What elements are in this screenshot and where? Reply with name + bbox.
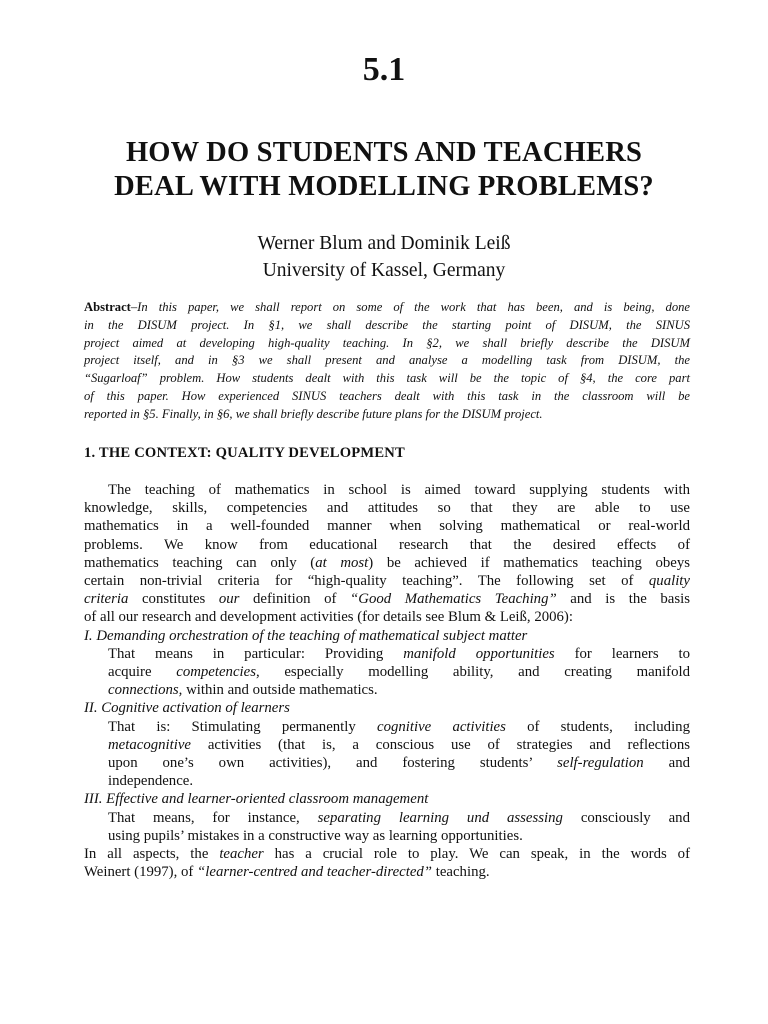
body-line: criteria constitutes our definition of “Good Mathematics Teaching” and is the basis bbox=[84, 591, 690, 608]
abstract-line: project aimed at developing high-quality teaching. In §2, we shall briefly describe the DISUM bbox=[84, 335, 690, 350]
body-line: That means, for instance, separating learning und assessing consciously and bbox=[108, 809, 690, 826]
body-line: The teaching of mathematics in school is aimed toward supplying students with bbox=[108, 482, 690, 498]
chapter-number: 5.1 bbox=[362, 51, 406, 88]
body-line: using pupils’ mistakes in a constructive way as learning opportunities. bbox=[108, 827, 523, 844]
body-line: mathematics in a well-founded manner when solving mathematical or real-world bbox=[84, 518, 690, 535]
author-block bbox=[0, 230, 768, 284]
body-line: upon one’s own activities), and fostering students’ self-regulation and bbox=[108, 755, 690, 772]
abstract-line: of this paper. How experienced SINUS teachers dealt with this task in the classroom will be bbox=[84, 388, 690, 403]
body-line: metacognitive activities (that is, a conscious use of strategies and reflections bbox=[108, 736, 690, 753]
body-line: mathematics teaching can only (at most) be achieved if mathematics teaching obeys bbox=[84, 554, 690, 571]
abstract bbox=[84, 299, 690, 424]
abstract-line: “Sugarloaf” problem. How students dealt with this task will be the topic of §4, the core part bbox=[84, 371, 690, 386]
body-line: Weinert (1997), of “learner-centred and teacher-directed” teaching. bbox=[84, 864, 490, 881]
body-line: certain non-trivial criteria for “high-quality teaching”. The following set of quality bbox=[84, 573, 690, 590]
author-affiliation: University of Kassel, Germany bbox=[262, 260, 506, 281]
title-line-1: HOW DO STUDENTS AND TEACHERS bbox=[125, 137, 643, 168]
abstract-line: in the DISUM project. In §1, we shall describe the starting point of DISUM, the SINUS bbox=[84, 317, 690, 332]
criterion-heading: III. Effective and learner-oriented classroom management bbox=[84, 791, 429, 808]
abstract-line: project itself, and in §3 we shall present and analyse a modelling task from DISUM, the bbox=[84, 353, 690, 368]
body-line: independence. bbox=[108, 773, 194, 790]
body-line: of all our research and development activities (for details see Blum & Leiß, 2006): bbox=[84, 609, 573, 626]
body-line: That means in particular: Providing manifold opportunities for learners to bbox=[108, 645, 691, 662]
section-body bbox=[84, 481, 690, 881]
abstract-line: reported in §5. Finally, in §6, we shall briefly describe future plans for the DISUM project. bbox=[84, 406, 543, 421]
body-line: In all aspects, the teacher has a crucial role to play. We can speak, in the words of bbox=[84, 846, 691, 863]
author-names: Werner Blum and Dominik Leiß bbox=[257, 233, 511, 254]
body-line: connections, within and outside mathematics. bbox=[108, 682, 378, 699]
body-line: knowledge, skills, competencies and attitudes so that they are able to use bbox=[84, 500, 690, 517]
abstract-line: Abstract–In this paper, we shall report on some of the work that has been, and is being, done bbox=[84, 300, 690, 314]
section-heading: 1. THE CONTEXT: QUALITY DEVELOPMENT bbox=[84, 445, 405, 461]
body-line: That is: Stimulating permanently cognitive activities of students, including bbox=[108, 718, 690, 735]
body-line: problems. We know from educational research that the desired effects of bbox=[84, 536, 690, 553]
criterion-heading: II. Cognitive activation of learners bbox=[84, 700, 290, 717]
title-line-2: DEAL WITH MODELLING PROBLEMS? bbox=[114, 171, 654, 202]
paper-title bbox=[60, 136, 708, 204]
body-line: acquire competencies, especially modelling ability, and creating manifold bbox=[108, 664, 690, 681]
criterion-heading: I. Demanding orchestration of the teaching of mathematical subject matter bbox=[84, 627, 528, 644]
abstract-label: Abstract bbox=[84, 300, 131, 314]
